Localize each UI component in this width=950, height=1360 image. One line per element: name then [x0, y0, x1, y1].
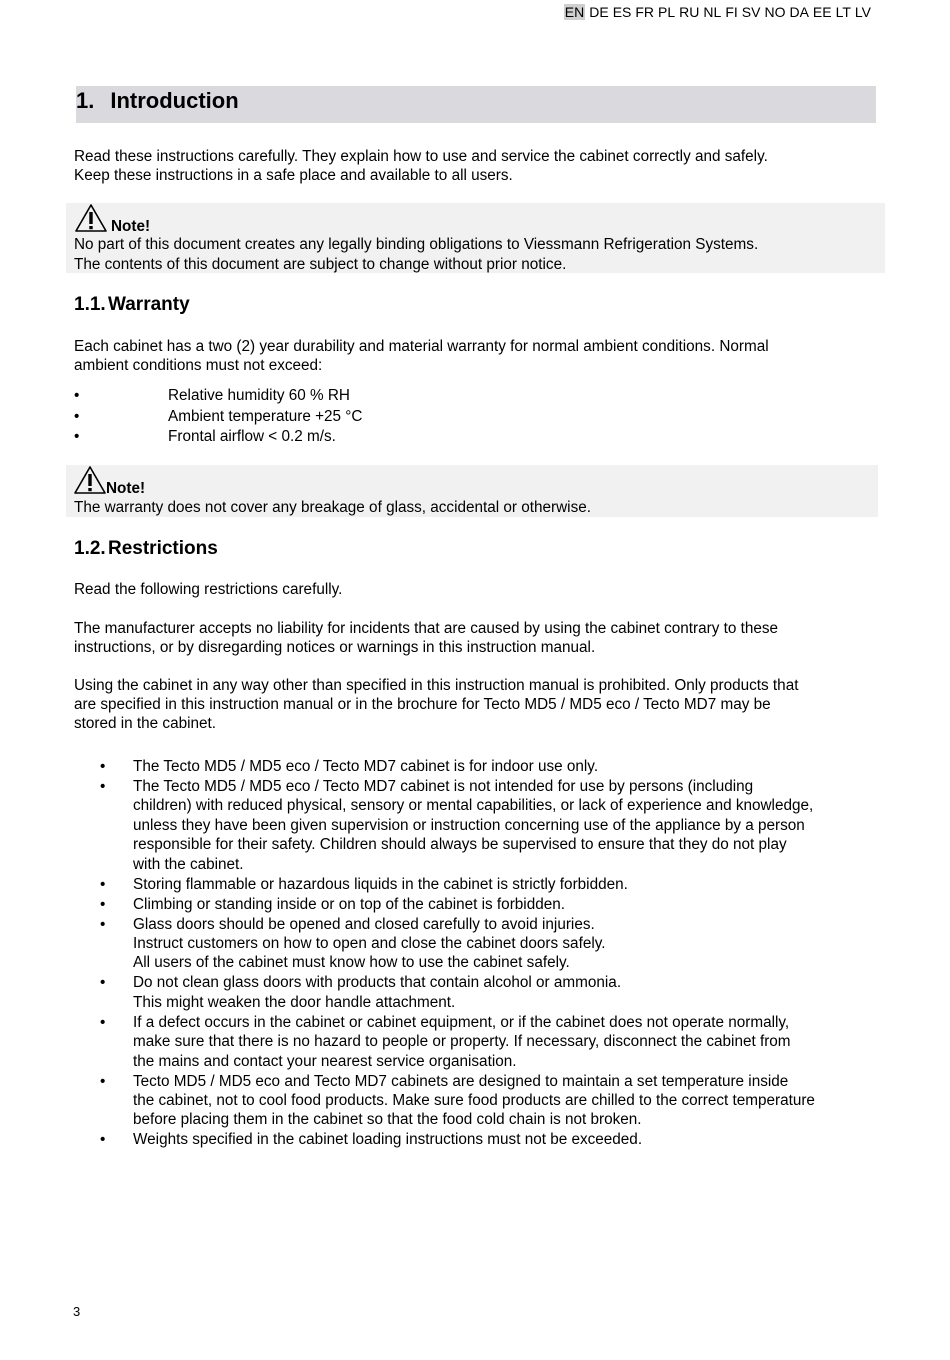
- language-link-nl[interactable]: NL: [703, 4, 722, 20]
- restrictions-paragraph-1: Read the following restrictions carefully.: [74, 581, 343, 598]
- section-title: Introduction: [110, 88, 239, 113]
- note-box-warranty: [66, 465, 878, 517]
- warranty-paragraph: Each cabinet has a two (2) year durability and material warranty for normal ambient conditions. Normal ambient conditions must not exceed:: [74, 338, 769, 374]
- list-item: • Climbing or standing inside or on top of the cabinet is forbidden.: [100, 895, 565, 913]
- list-item: • Tecto MD5 / MD5 eco and Tecto MD7 cabinets are designed to maintain a set temperature inside the cabinet, not to cool food products. Make sure food products are chilled to the correct temperature before placing them in the cabinet so that the food cold chain is not broken.: [100, 1072, 815, 1129]
- section-heading-introduction: [76, 86, 876, 123]
- section-heading-restrictions: 1.2. Restrictions: [74, 538, 218, 559]
- language-link-fi[interactable]: FI: [725, 4, 738, 20]
- language-link-da[interactable]: DA: [789, 4, 809, 20]
- intro-paragraph: Read these instructions carefully. They explain how to use and service the cabinet correctly and safely. Keep these instructions in a safe place and available to all users.: [74, 148, 768, 184]
- language-link-ee[interactable]: EE: [812, 4, 832, 20]
- language-link-pl[interactable]: PL: [658, 4, 676, 20]
- language-link-en[interactable]: EN: [564, 4, 585, 20]
- list-item: • If a defect occurs in the cabinet or cabinet equipment, or if the cabinet does not operate normally, make sure that there is no hazard to people or property. If necessary, disconnect the cabinet from the mains and contact your nearest service organisation.: [100, 1013, 791, 1070]
- language-link-lt[interactable]: LT: [835, 4, 851, 20]
- warning-triangle-icon: [73, 465, 107, 495]
- list-item: • The Tecto MD5 / MD5 eco / Tecto MD7 cabinet is not intended for use by persons (including children) with reduced physical, sensory or mental capabilities, or lack of experience and knowledge, unless they have been given supervision or instruction concerning use of the appliance by a person responsible for their safety. Children should always be supervised to ensure that they do not play with the cabinet.: [100, 778, 814, 873]
- restrictions-paragraph-2: The manufacturer accepts no liability for incidents that are caused by using the cabinet contrary to these instructions, or by disregarding notices or warnings in this instruction manual.: [74, 620, 779, 656]
- note-title: Note!: [106, 480, 146, 497]
- language-link-es[interactable]: ES: [612, 4, 632, 20]
- restrictions-list: [100, 757, 890, 1150]
- warning-triangle-icon: [74, 203, 108, 233]
- language-link-fr[interactable]: FR: [635, 4, 655, 20]
- list-item: • Storing flammable or hazardous liquids in the cabinet is strictly forbidden.: [100, 875, 628, 893]
- language-link-lv[interactable]: LV: [854, 4, 871, 20]
- note-title: Note!: [111, 218, 151, 235]
- page-number: 3: [73, 1304, 81, 1319]
- language-bar: [560, 4, 871, 20]
- note-text: No part of this document creates any legally binding obligations to Viessmann Refrigeration Systems. The contents of this document are subject to change without prior notice.: [74, 236, 759, 273]
- language-link-de[interactable]: DE: [589, 4, 609, 20]
- list-item: • Do not clean glass doors with products that contain alcohol or ammonia. This might weaken the door handle attachment.: [100, 974, 622, 1011]
- note-text: The warranty does not cover any breakage of glass, accidental or otherwise.: [74, 499, 591, 516]
- list-item: • Glass doors should be opened and closed carefully to avoid injuries. Instruct customers on how to open and close the cabinet doors safely. All users of the cabinet must know how to use the cabinet safely.: [100, 915, 606, 972]
- restrictions-paragraph-3: Using the cabinet in any way other than specified in this instruction manual is prohibited. Only products that are specified in this instruction manual or in the brochure for Tecto MD5 / MD5 eco / Tecto MD7 may be stored in the cabinet.: [74, 677, 799, 732]
- list-item: • Weights specified in the cabinet loading instructions must not be exceeded.: [100, 1131, 643, 1149]
- language-link-sv[interactable]: SV: [741, 4, 761, 20]
- section-heading-warranty: 1.1. Warranty: [74, 294, 190, 315]
- note-box-legal: [66, 203, 885, 273]
- language-link-no[interactable]: NO: [764, 4, 786, 20]
- list-item: • The Tecto MD5 / MD5 eco / Tecto MD7 cabinet is for indoor use only.: [100, 758, 599, 775]
- section-number: 1.: [76, 88, 95, 113]
- language-link-ru[interactable]: RU: [679, 4, 700, 20]
